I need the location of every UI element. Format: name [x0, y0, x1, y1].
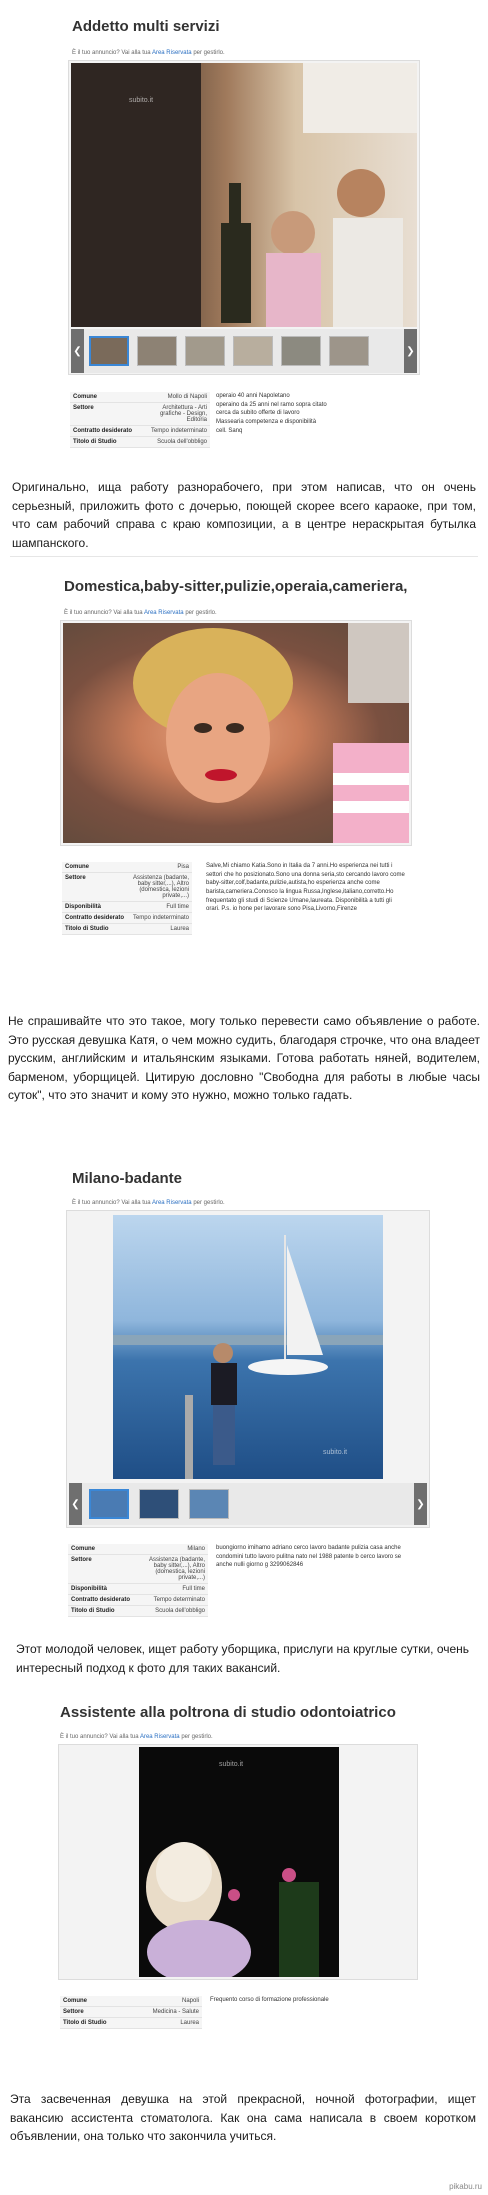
ad-description: buongiorno imihamo adriano cerco lavoro badante pulizia casa anche condomini tutto lavoro pulitna nato nel 1988 patente b cerco lavoro se anche nulli giorno g 3299062846: [216, 1545, 402, 1569]
reserved-area-link[interactable]: Area Riservata: [151, 1200, 192, 1206]
photo-gallery: [58, 1744, 418, 1980]
comment-text: Не спрашивайте что это такое, могу только перевести само объявление о работе. Это русская девушка Катя, о чем можно судить, благодаря строчке, что она владеет русским, английским и итальянским языками. Готова работать няней, водителем, барменом, уборщицей. Цитирую дословно "Свободна для работы в любые часы суток", что это значит и кому это нужно, можно только гадать.: [8, 1014, 480, 1103]
thumbnail[interactable]: [233, 336, 273, 366]
ad-hint: È il tuo annuncio? Vai alla tua Area Riservata per gestirlo.: [72, 1200, 225, 1206]
photo-watermark: subito.it: [129, 97, 154, 104]
next-arrow-icon[interactable]: ❯: [404, 329, 417, 373]
ad-hint: È il tuo annuncio? Vai alla tua Area Riservata per gestirlo.: [60, 1734, 213, 1740]
photo-gallery: [60, 620, 412, 846]
spec-row: Contratto desiderato Tempo indeterminato: [70, 426, 210, 437]
comment-text: Этот молодой человек, ищет работу уборщика, прислуги на круглые сутки, очень интересный подход к фото для таких вакансий.: [16, 1642, 470, 1675]
photo-illustration: [139, 1747, 339, 1977]
thumbnail[interactable]: [185, 336, 225, 366]
prev-arrow-icon[interactable]: ❮: [71, 329, 84, 373]
spec-row: Comune Mollo di Napoli: [70, 392, 210, 403]
ad-1: [0, 0, 488, 560]
thumbnail-strip: [69, 1483, 427, 1525]
spec-row: Titolo di Studio Scuola dell'obbligo: [68, 1606, 208, 1617]
ad-specs: [68, 1544, 208, 1617]
spec-row: Settore Architettura - Arti grafiche - Design, Editoria: [70, 403, 210, 426]
ad-specs: [60, 1996, 202, 2029]
spec-row: Disponibilità Full time: [62, 902, 192, 913]
ad-title[interactable]: Domestica,baby-sitter,pulizie,operaia,cameriera,: [64, 578, 408, 595]
spec-row: Settore Assistenza (badante, baby sitter,...), Altro (domestica, lezioni private,...): [62, 873, 192, 902]
thumbnail[interactable]: [139, 1489, 179, 1519]
spec-row: Comune Milano: [68, 1544, 208, 1555]
spec-row: Disponibilità Full time: [68, 1584, 208, 1595]
thumbnail[interactable]: [281, 336, 321, 366]
ad-photo[interactable]: [113, 1215, 383, 1479]
ad-photo[interactable]: [71, 63, 417, 327]
ad-description: operaio 40 anni Napoletano operaino da 25 anni nel ramo sopra citato cerca da subito offerte di lavoro Massearia competenza e disponibilità cell. Sanq: [216, 393, 327, 434]
ad-specs: [70, 392, 210, 448]
ad-title[interactable]: Assistente alla poltrona di studio odontoiatrico: [60, 1704, 396, 1721]
ad-3: [0, 1140, 488, 1700]
spec-row: Titolo di Studio Laurea: [62, 924, 192, 935]
ad-hint: È il tuo annuncio? Vai alla tua Area Riservata per gestirlo.: [72, 50, 225, 56]
ad-description: Frequento corso di formazione professionale: [210, 1997, 329, 2003]
reserved-area-link[interactable]: Area Riservata: [139, 1734, 180, 1740]
photo-illustration: [113, 1215, 383, 1479]
comment-text: Оригинально, ища работу разнорабочего, при этом написав, что он очень серьезный, приложить фото с дочерью, поющей скорее всего караоке, при том, что сам рабочий справа с краю композиции, а в центре нераскрытая бутылка шампанского.: [12, 480, 476, 550]
thumbnail[interactable]: [137, 336, 177, 366]
ad-photo[interactable]: [139, 1747, 339, 1977]
ad-specs: [62, 862, 192, 935]
reserved-area-link[interactable]: Area Riservata: [143, 610, 184, 616]
spec-row: Titolo di Studio Scuola dell'obbligo: [70, 437, 210, 448]
site-footer[interactable]: pikabu.ru: [449, 2182, 482, 2191]
ad-2: [0, 560, 488, 1140]
thumbnail[interactable]: [329, 336, 369, 366]
reserved-area-link[interactable]: Area Riservata: [151, 50, 192, 56]
thumbnail-strip: [71, 329, 417, 373]
next-arrow-icon[interactable]: ❯: [414, 1483, 427, 1525]
prev-arrow-icon[interactable]: ❮: [69, 1483, 82, 1525]
ad-4: [0, 1700, 488, 2195]
spec-row: Contratto desiderato Tempo determinato: [68, 1595, 208, 1606]
spec-row: Comune Pisa: [62, 862, 192, 873]
spec-row: Contratto desiderato Tempo indeterminato: [62, 913, 192, 924]
spec-row: Settore Assistenza (badante, baby sitter,...), Altro (domestica, lezioni private,...): [68, 1555, 208, 1584]
thumbnail[interactable]: [89, 336, 129, 366]
divider: [10, 556, 478, 557]
photo-gallery: [66, 1210, 430, 1528]
ad-photo[interactable]: [63, 623, 409, 843]
comment-text: Эта засвеченная девушка на этой прекрасной, ночной фотографии, ищет вакансию ассистента стоматолога. Как она сама написала в своем коротком объявлении, она только что закончила учиться.: [10, 2092, 476, 2144]
ad-hint: È il tuo annuncio? Vai alla tua Area Riservata per gestirlo.: [64, 610, 217, 616]
spec-row: Settore Medicina - Salute: [60, 2007, 202, 2018]
photo-watermark: subito.it: [219, 1761, 244, 1768]
thumbnail[interactable]: [189, 1489, 229, 1519]
ad-title[interactable]: Milano-badante: [72, 1170, 183, 1187]
ad-title[interactable]: Addetto multi servizi: [72, 18, 220, 35]
thumbnail[interactable]: [89, 1489, 129, 1519]
photo-watermark: subito.it: [323, 1449, 348, 1456]
ad-description: Salve,Mi chiamo Katia.Sono in Italia da 7 anni.Ho esperienza nei tutti i settori che ho posizionato.Sono una donna seria,sto cercando lavoro come baby-sitter,colf,badante,pulizie,autista,ho esperienza anche come barista,cameriera.Conosco la lingua Russa,Inglese,italiano,corretto.Ho frequentato gli studi di Scienze Umane,laureata. Disponibilità a tutti gli orari. P.s. io hone per lavorare sono Pisa,Livorno,Firenze: [206, 863, 405, 913]
photo-illustration: [71, 63, 417, 327]
photo-illustration: [63, 623, 409, 843]
spec-row: Comune Napoli: [60, 1996, 202, 2007]
spec-row: Titolo di Studio Laurea: [60, 2018, 202, 2029]
photo-gallery: [68, 60, 420, 375]
